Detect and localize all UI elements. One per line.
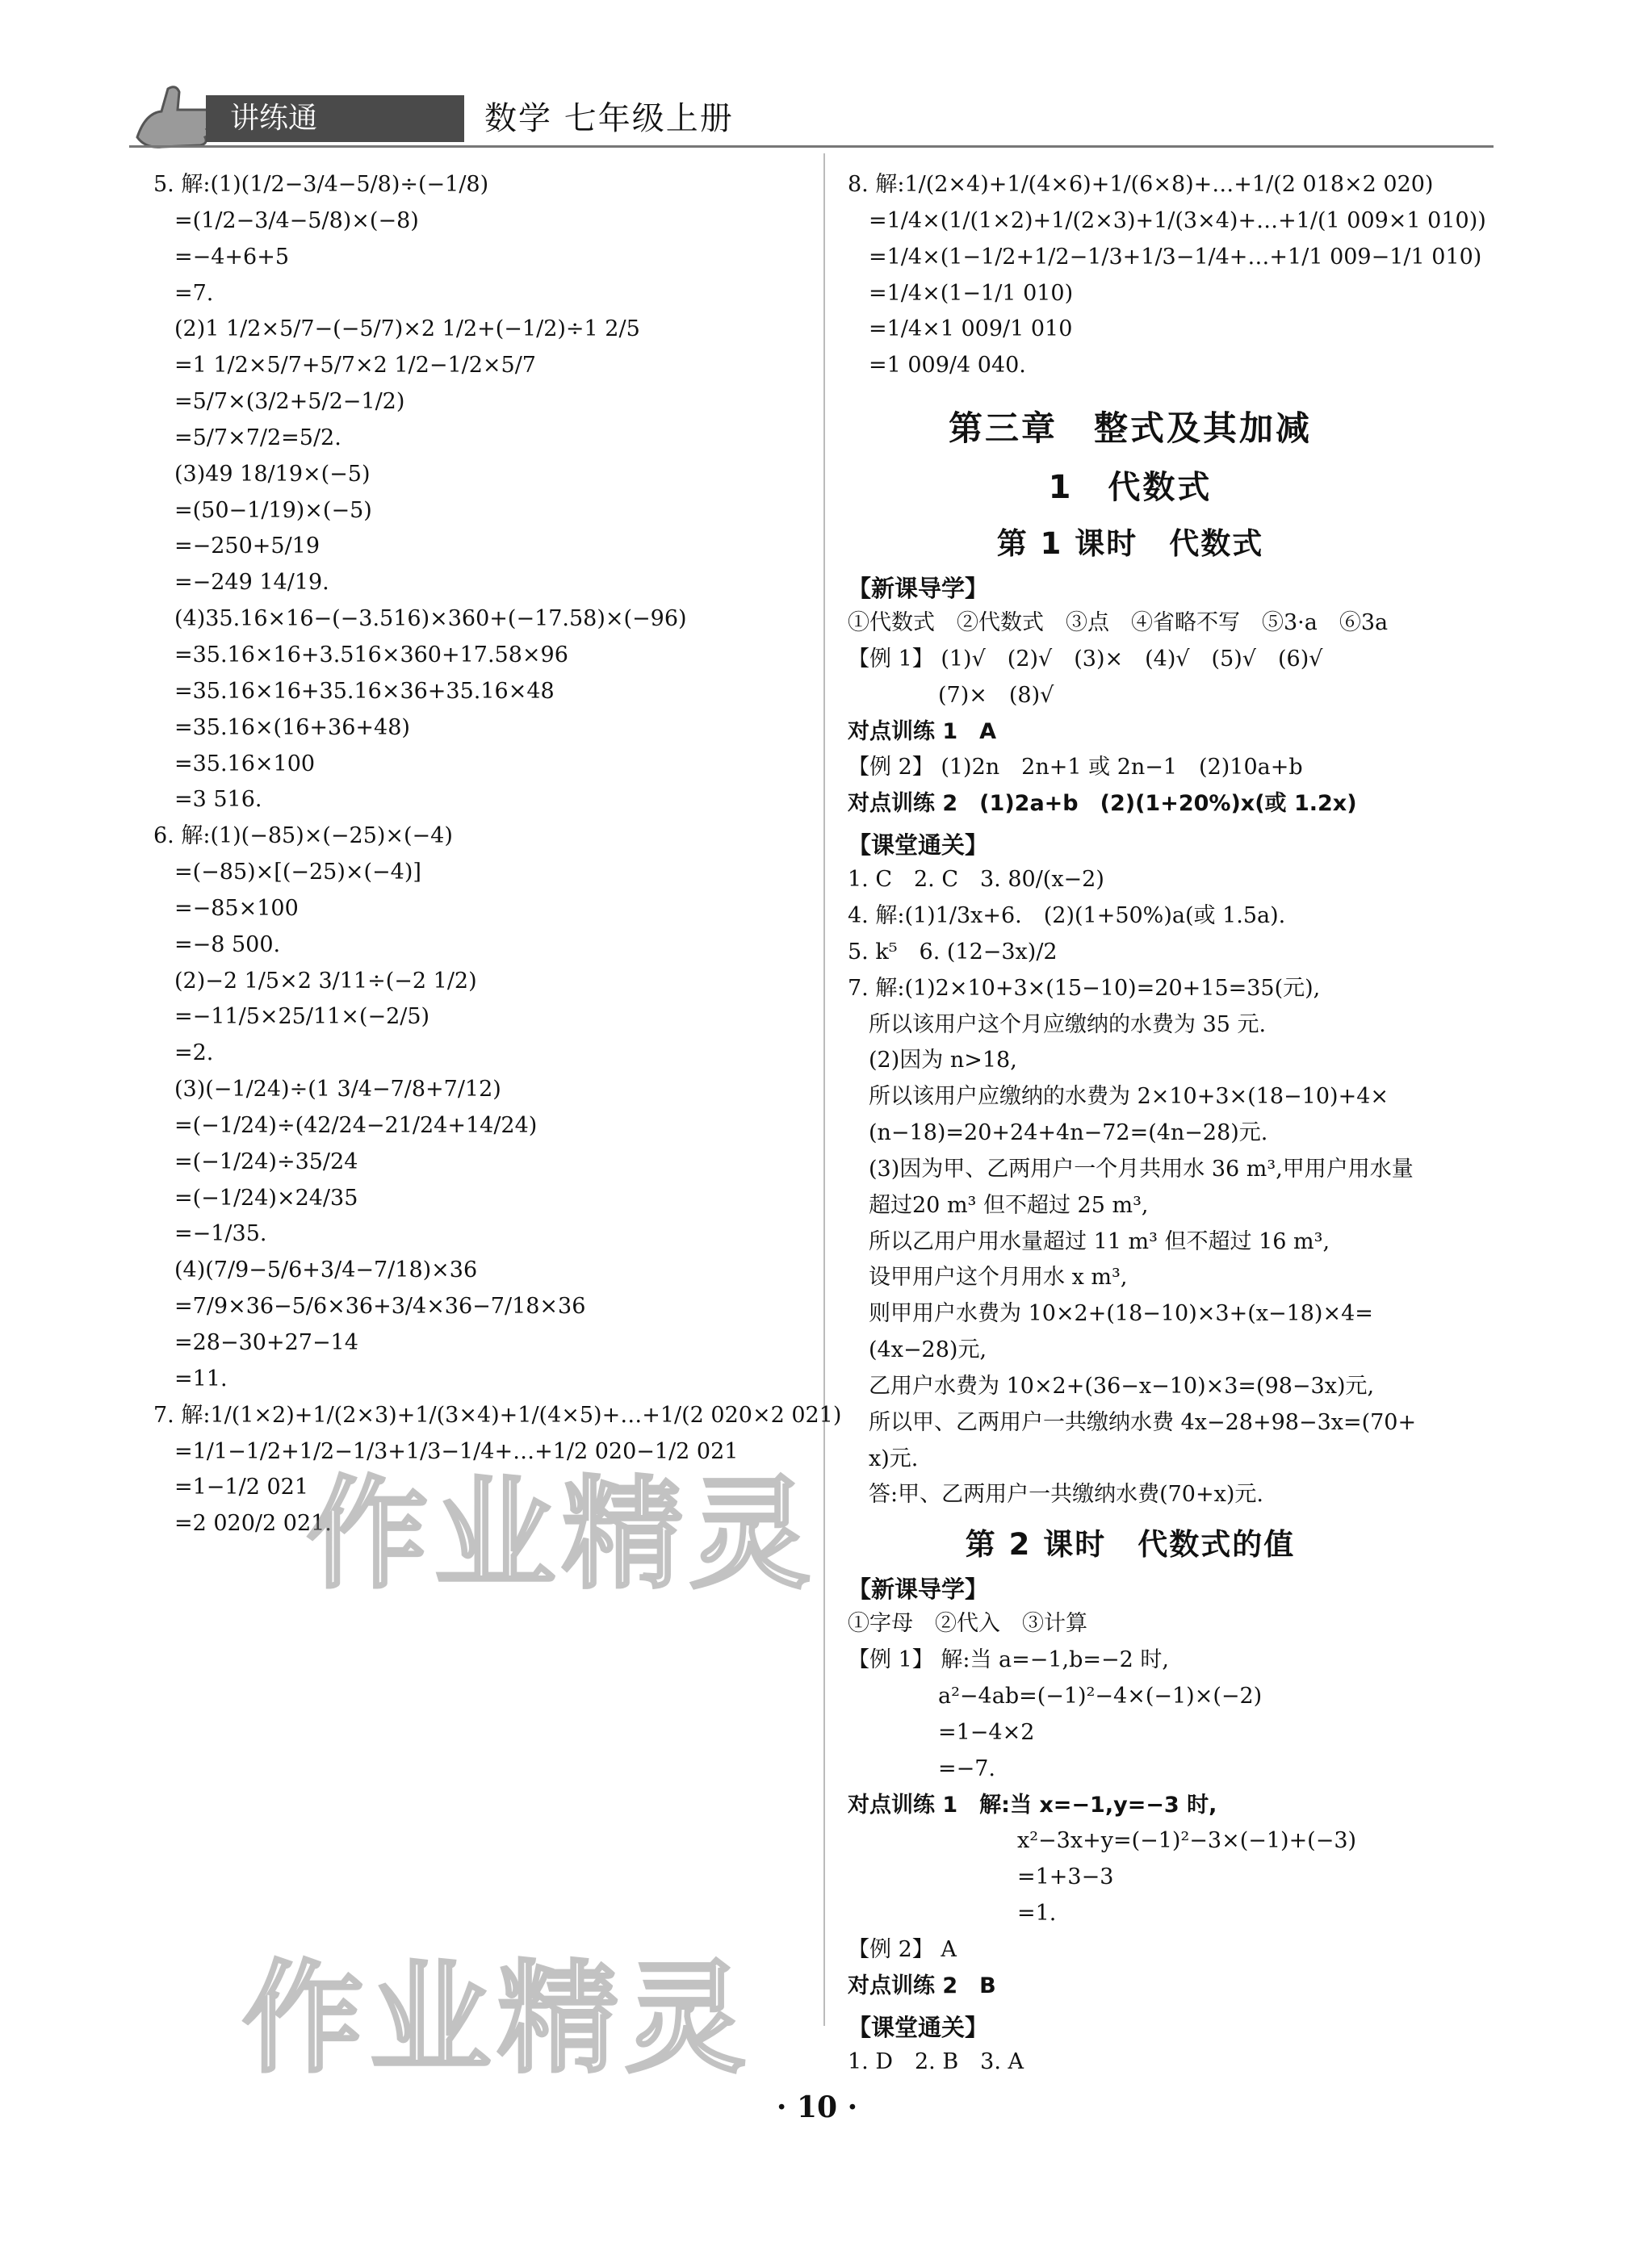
- solution-line: =−1/35.: [174, 1221, 267, 1247]
- drill-1-l2-line: x²−3x+y=(−1)²−3×(−1)+(−3): [1017, 1828, 1357, 1854]
- example-1-cont: (7)× (8)√: [938, 682, 1054, 708]
- example-2-l2: 【例 2】 A: [848, 1936, 957, 1962]
- answers-1-3: 1. C 2. C 3. 80/(x−2): [848, 867, 1104, 893]
- solution-line: =1/4×(1−1/1 010): [869, 280, 1074, 306]
- drill-1-l2-line: 对点训练 1 解:当 x=−1,y=−3 时,: [848, 1792, 1217, 1818]
- solution-line: =−11/5×25/11×(−2/5): [174, 1004, 430, 1030]
- solution-line: =35.16×(16+36+48): [174, 714, 410, 740]
- watermark: 作业精灵: [307, 1465, 818, 1605]
- solution-line: 8. 解:1/(2×4)+1/(4×6)+1/(6×8)+…+1/(2 018×2 020): [848, 172, 1434, 197]
- solution-line: =−8 500.: [174, 931, 281, 957]
- solution-line: (4)35.16×16−(−3.516)×360+(−17.58)×(−96): [174, 606, 687, 632]
- solution-line: =35.16×100: [174, 751, 316, 776]
- solution-line: 5. 解:(1)(1/2−3/4−5/8)÷(−1/8): [153, 172, 489, 197]
- watermark: 作业精灵: [242, 1949, 753, 2090]
- solution-line: =1 1/2×5/7+5/7×2 1/2−1/2×5/7: [174, 353, 536, 379]
- answer-7-line: 所以甲、乙两用户一共缴纳水费 4x−28+98−3x=(70+: [869, 1409, 1417, 1435]
- lesson-2-title: 第 2 课时 代数式的值: [965, 1527, 1296, 1563]
- solution-line: =(1/2−3/4−5/8)×(−8): [174, 207, 419, 233]
- solution-line: (2)1 1/2×5/7−(−5/7)×2 1/2+(−1/2)÷1 2/5: [174, 316, 640, 342]
- solution-line: =35.16×16+3.516×360+17.58×96: [174, 642, 568, 667]
- answer-7-line: 乙用户水费为 10×2+(36−x−10)×3=(98−3x)元,: [869, 1373, 1375, 1399]
- chapter-title: 第三章 整式及其加减: [948, 408, 1312, 449]
- thumbs-up-icon: [129, 81, 218, 153]
- solution-line: =11.: [174, 1366, 228, 1391]
- example-2: 【例 2】 (1)2n 2n+1 或 2n−1 (2)10a+b: [848, 755, 1303, 780]
- answer-7-line: 7. 解:(1)2×10+3×(15−10)=20+15=35(元),: [848, 975, 1321, 1001]
- answer-7-line: 超过20 m³ 但不超过 25 m³,: [869, 1192, 1149, 1218]
- class-pass-tag-2: 【课堂通关】: [848, 2013, 989, 2041]
- lesson-1-title: 第 1 课时 代数式: [996, 526, 1264, 562]
- solution-line: =1 009/4 040.: [869, 353, 1026, 379]
- solution-line: 6. 解:(1)(−85)×(−25)×(−4): [153, 823, 453, 849]
- page-header: [129, 81, 1494, 145]
- solution-line: =1/1−1/2+1/2−1/3+1/3−1/4+…+1/2 020−1/2 021: [174, 1438, 739, 1464]
- example-1-l2-line: =1−4×2: [938, 1719, 1035, 1745]
- solution-line: =7.: [174, 280, 214, 306]
- drill-2: 对点训练 2 (1)2a+b (2)(1+20%)x(或 1.2x): [848, 791, 1357, 817]
- solution-line: =(−1/24)×24/35: [174, 1185, 358, 1211]
- answer-7-line: 所以该用户这个月应缴纳的水费为 35 元.: [869, 1011, 1267, 1037]
- answer-7-line: 所以该用户应缴纳的水费为 2×10+3×(18−10)+4×: [869, 1084, 1389, 1110]
- solution-line: (2)−2 1/5×2 3/11÷(−2 1/2): [174, 968, 477, 994]
- answer-7-line: 设甲用户这个月用水 x m³,: [869, 1265, 1128, 1291]
- solution-line: =(50−1/19)×(−5): [174, 497, 372, 523]
- new-lesson-tag: 【新课导学】: [848, 575, 989, 603]
- solution-line: (3)(−1/24)÷(1 3/4−7/8+7/12): [174, 1077, 501, 1103]
- solution-line: (3)49 18/19×(−5): [174, 461, 371, 487]
- answer-7-line: (4x−28)元,: [869, 1337, 987, 1363]
- header-rule: [129, 145, 1494, 148]
- answers-1-3-l2: 1. D 2. B 3. A: [848, 2048, 1024, 2074]
- answer-7-line: (2)因为 n>18,: [869, 1048, 1017, 1073]
- solution-line: =1/4×1 009/1 010: [869, 316, 1073, 342]
- solution-line: =5/7×7/2=5/2.: [174, 425, 341, 450]
- answer-7-line: 则甲用户水费为 10×2+(18−10)×3+(x−18)×4=: [869, 1301, 1373, 1327]
- class-pass-tag: 【课堂通关】: [848, 831, 989, 860]
- example-1-l2-line: 【例 1】 解:当 a=−1,b=−2 时,: [848, 1647, 1169, 1673]
- solution-line: =(−1/24)÷(42/24−21/24+14/24): [174, 1112, 538, 1138]
- example-1-l2-line: =−7.: [938, 1755, 996, 1781]
- solution-line: =−249 14/19.: [174, 570, 329, 596]
- new-lesson-answers: ①代数式 ②代数式 ③点 ④省略不写 ⑤3·a ⑥3a: [848, 610, 1389, 636]
- solution-line: (4)(7/9−5/6+3/4−7/18)×36: [174, 1257, 478, 1283]
- solution-line: =(−85)×[(−25)×(−4)]: [174, 860, 421, 885]
- solution-line: =28−30+27−14: [174, 1330, 358, 1355]
- drill-1-l2-line: =1.: [1017, 1901, 1057, 1927]
- solution-line: =7/9×36−5/6×36+3/4×36−7/18×36: [174, 1294, 586, 1320]
- solution-line: =1/4×(1/(1×2)+1/(2×3)+1/(3×4)+…+1/(1 009×1 010)): [869, 207, 1486, 233]
- solution-line: =−250+5/19: [174, 534, 321, 559]
- answer-7-line: (3)因为甲、乙两用户一个月共用水 36 m³,甲用户用水量: [869, 1156, 1414, 1182]
- solution-line: =2.: [174, 1040, 214, 1066]
- drill-1-l2-line: =1+3−3: [1017, 1864, 1114, 1890]
- solution-line: =−4+6+5: [174, 244, 290, 270]
- example-1: 【例 1】 (1)√ (2)√ (3)× (4)√ (5)√ (6)√: [848, 646, 1323, 672]
- answers-5-6: 5. k⁵ 6. (12−3x)/2: [848, 939, 1058, 965]
- solution-line: =1/4×(1−1/2+1/2−1/3+1/3−1/4+…+1/1 009−1/1 010): [869, 244, 1482, 270]
- new-lesson-answers-2: ①字母 ②代入 ③计算: [848, 1611, 1087, 1637]
- new-lesson-tag-2: 【新课导学】: [848, 1575, 989, 1604]
- answer-4: 4. 解:(1)1/3x+6. (2)(1+50%)a(或 1.5a).: [848, 902, 1286, 928]
- solution-line: =(−1/24)÷35/24: [174, 1149, 358, 1174]
- drill-2-l2: 对点训练 2 B: [848, 1973, 996, 1998]
- answer-7-line: (n−18)=20+24+4n−72=(4n−28)元.: [869, 1120, 1268, 1146]
- page-number: · 10 ·: [776, 2090, 858, 2124]
- left-column: [153, 165, 842, 1543]
- solution-line: =5/7×(3/2+5/2−1/2): [174, 389, 405, 415]
- solution-line: =3 516.: [174, 787, 262, 813]
- answer-7-line: 答:甲、乙两用户一共缴纳水费(70+x)元.: [869, 1482, 1263, 1508]
- section-title: 1 代数式: [1048, 469, 1213, 507]
- solution-line: 7. 解:1/(1×2)+1/(2×3)+1/(3×4)+1/(4×5)+…+1/(2 020×2 021): [153, 1402, 842, 1428]
- answer-7-line: x)元.: [869, 1446, 919, 1471]
- right-column: [848, 165, 1526, 2081]
- drill-1: 对点训练 1 A: [848, 718, 997, 744]
- example-1-l2-line: a²−4ab=(−1)²−4×(−1)×(−2): [938, 1684, 1263, 1709]
- book-title: 数学 七年级上册: [484, 100, 734, 137]
- answer-7-line: 所以乙用户用水量超过 11 m³ 但不超过 16 m³,: [869, 1228, 1330, 1254]
- solution-line: =35.16×16+35.16×36+35.16×48: [174, 678, 555, 704]
- solution-line: =2 020/2 021.: [174, 1511, 332, 1537]
- solution-line: =−85×100: [174, 895, 299, 921]
- solution-line: =1−1/2 021: [174, 1475, 308, 1500]
- brand-badge: 讲练通: [206, 95, 464, 142]
